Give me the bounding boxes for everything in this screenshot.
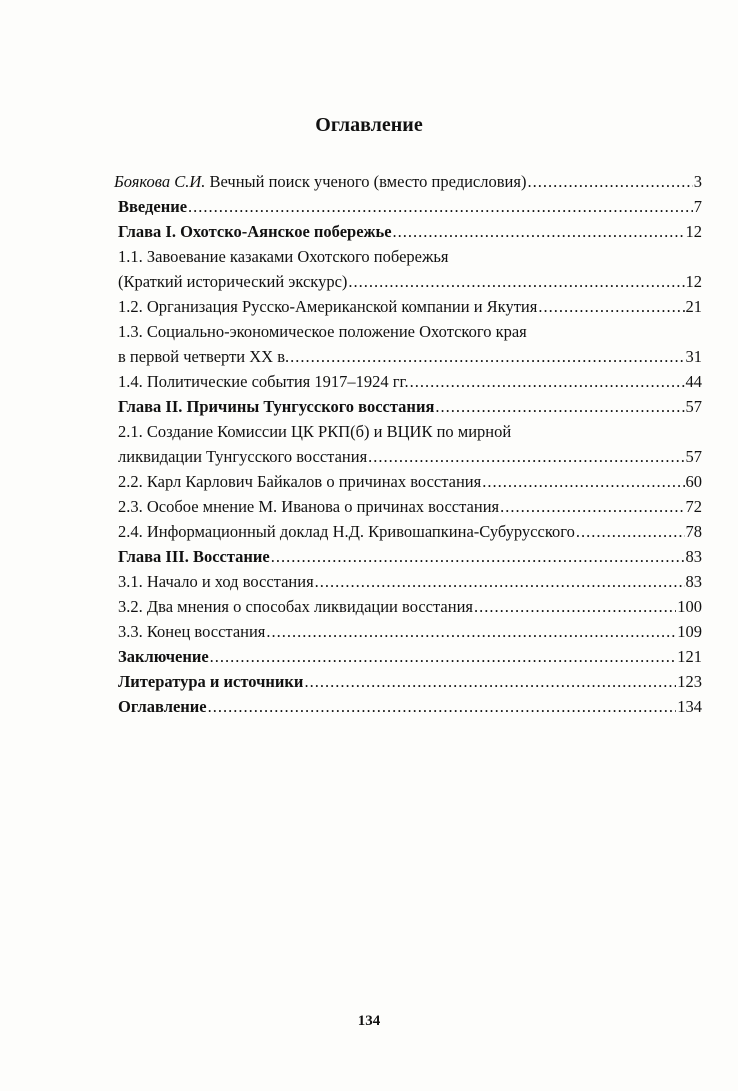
toc-entry xyxy=(114,194,702,219)
toc-entry-page: 83 xyxy=(685,547,702,566)
toc-entry xyxy=(114,244,702,269)
toc-entry-page: 123 xyxy=(677,672,702,691)
toc-entry-text: 1.4. Политические события 1917–1924 гг. xyxy=(118,372,409,391)
toc-entry-title xyxy=(118,294,537,319)
toc-entry-text: (Краткий исторический экскурс) xyxy=(118,272,348,291)
toc-entry-text: 3.1. Начало и ход восстания xyxy=(118,572,314,591)
dot-leader xyxy=(393,219,685,244)
dot-leader xyxy=(410,369,685,394)
toc-entry xyxy=(114,219,702,244)
toc-entry xyxy=(114,294,702,319)
toc-entry-page: 12 xyxy=(685,222,702,241)
toc-entry-title xyxy=(118,244,448,269)
dot-leader xyxy=(500,494,684,519)
toc-entry-page: 78 xyxy=(685,522,702,541)
toc-entry-title xyxy=(118,194,187,219)
dot-leader xyxy=(315,569,685,594)
toc-entry-author: Боякова С.И. xyxy=(114,172,206,191)
toc-entry xyxy=(114,544,702,569)
toc-entry-page: 31 xyxy=(685,347,702,366)
toc-entry xyxy=(114,369,702,394)
toc-entry-title xyxy=(118,319,527,344)
toc-entry-title xyxy=(118,219,392,244)
toc-entry xyxy=(114,569,702,594)
toc-entry-text: 3.3. Конец восстания xyxy=(118,622,266,641)
toc-entry-text: ликвидации Тунгусского восстания xyxy=(118,447,368,466)
dot-leader xyxy=(527,169,692,194)
dot-leader xyxy=(290,344,684,369)
toc-entry-title xyxy=(118,419,511,444)
toc-entry-title xyxy=(118,344,289,369)
toc-entry-page: 100 xyxy=(677,597,702,616)
toc-entry-page: 134 xyxy=(677,697,702,716)
toc-entry xyxy=(114,644,702,669)
dot-leader xyxy=(435,394,684,419)
toc-entry-title xyxy=(118,694,207,719)
toc-entry-title xyxy=(118,669,303,694)
toc-entry xyxy=(114,469,702,494)
page-title: Оглавление xyxy=(315,114,423,136)
toc-entry-page: 21 xyxy=(685,297,702,316)
toc-entry-title xyxy=(118,519,575,544)
toc-entry-text: Глава II. Причины Тунгусского восстания xyxy=(118,397,435,416)
toc-entry-text: 2.2. Карл Карлович Байкалов о причинах восстания xyxy=(118,472,482,491)
dot-leader xyxy=(474,594,676,619)
toc-entry xyxy=(114,619,702,644)
toc-entry-text: 2.1. Создание Комиссии ЦК РКП(б) и ВЦИК по мирной xyxy=(118,422,512,441)
toc-entry-text: Литература и источники xyxy=(118,672,304,691)
toc-entry-text: Заключение xyxy=(118,647,209,666)
dot-leader xyxy=(368,444,684,469)
toc-entry-text: Вечный поиск ученого (вместо предисловия) xyxy=(205,172,527,191)
page-number: 134 xyxy=(357,1013,381,1029)
toc-entry xyxy=(114,494,702,519)
toc-entry-page: 57 xyxy=(685,397,702,416)
toc-entry xyxy=(114,594,702,619)
toc-entry-page: 44 xyxy=(685,372,702,391)
toc-entry-text: 1.1. Завоевание казаками Охотского побережья xyxy=(118,247,449,266)
toc-entry-page: 121 xyxy=(677,647,702,666)
dot-leader xyxy=(348,269,684,294)
toc-entry-text: 2.3. Особое мнение М. Иванова о причинах восстания xyxy=(118,497,500,516)
toc-entry-title xyxy=(118,269,347,294)
toc-entry-page: 83 xyxy=(685,572,702,591)
toc-entry-page: 7 xyxy=(693,197,702,216)
dot-leader xyxy=(271,544,685,569)
toc-entry-title xyxy=(118,594,473,619)
toc-entry-text: в первой четверти XX в. xyxy=(118,347,290,366)
toc-entry-text: Глава I. Охотско-Аянское побережье xyxy=(118,222,392,241)
toc-entry-text: 2.4. Информационный доклад Н.Д. Кривошапкина-Субурусского xyxy=(118,522,575,541)
dot-leader xyxy=(210,644,677,669)
toc-entry xyxy=(114,694,702,719)
toc-entry-title xyxy=(118,544,270,569)
toc-entry xyxy=(114,519,702,544)
dot-leader xyxy=(188,194,693,219)
toc-entry xyxy=(114,669,702,694)
toc-entry-text: 3.2. Два мнения о способах ликвидации восстания xyxy=(118,597,473,616)
toc-entry-title xyxy=(118,569,314,594)
dot-leader xyxy=(208,694,677,719)
toc-entry xyxy=(114,269,702,294)
dot-leader xyxy=(266,619,676,644)
dot-leader xyxy=(482,469,684,494)
toc-entry-title xyxy=(118,369,409,394)
toc-entry-title xyxy=(118,494,499,519)
toc-entry xyxy=(114,394,702,419)
toc-entry-page: 60 xyxy=(685,472,702,491)
toc-entry-page: 109 xyxy=(677,622,702,641)
table-of-contents xyxy=(114,169,702,719)
toc-entry-page: 12 xyxy=(685,272,702,291)
toc-entry xyxy=(114,419,702,444)
toc-entry-text: Введение xyxy=(118,197,188,216)
dot-leader xyxy=(538,294,684,319)
toc-entry-title xyxy=(114,169,526,194)
dot-leader xyxy=(576,519,685,544)
toc-entry-text: Оглавление xyxy=(118,697,207,716)
toc-entry-page: 57 xyxy=(685,447,702,466)
toc-entry-text: 1.3. Социально-экономическое положение Охотского края xyxy=(118,322,527,341)
toc-entry-text: Глава III. Восстание xyxy=(118,547,270,566)
toc-entry xyxy=(114,444,702,469)
toc-entry-text: 1.2. Организация Русско-Американской компании и Якутия xyxy=(118,297,538,316)
toc-entry-title xyxy=(118,469,481,494)
toc-entry-title xyxy=(118,644,209,669)
toc-entry-page: 72 xyxy=(685,497,702,516)
toc-entry xyxy=(114,319,702,344)
toc-entry-title xyxy=(118,394,434,419)
dot-leader xyxy=(304,669,676,694)
toc-entry xyxy=(114,344,702,369)
toc-entry-title xyxy=(118,619,265,644)
toc-entry-title xyxy=(118,444,367,469)
toc-entry xyxy=(114,169,702,194)
toc-entry-page: 3 xyxy=(693,172,702,191)
